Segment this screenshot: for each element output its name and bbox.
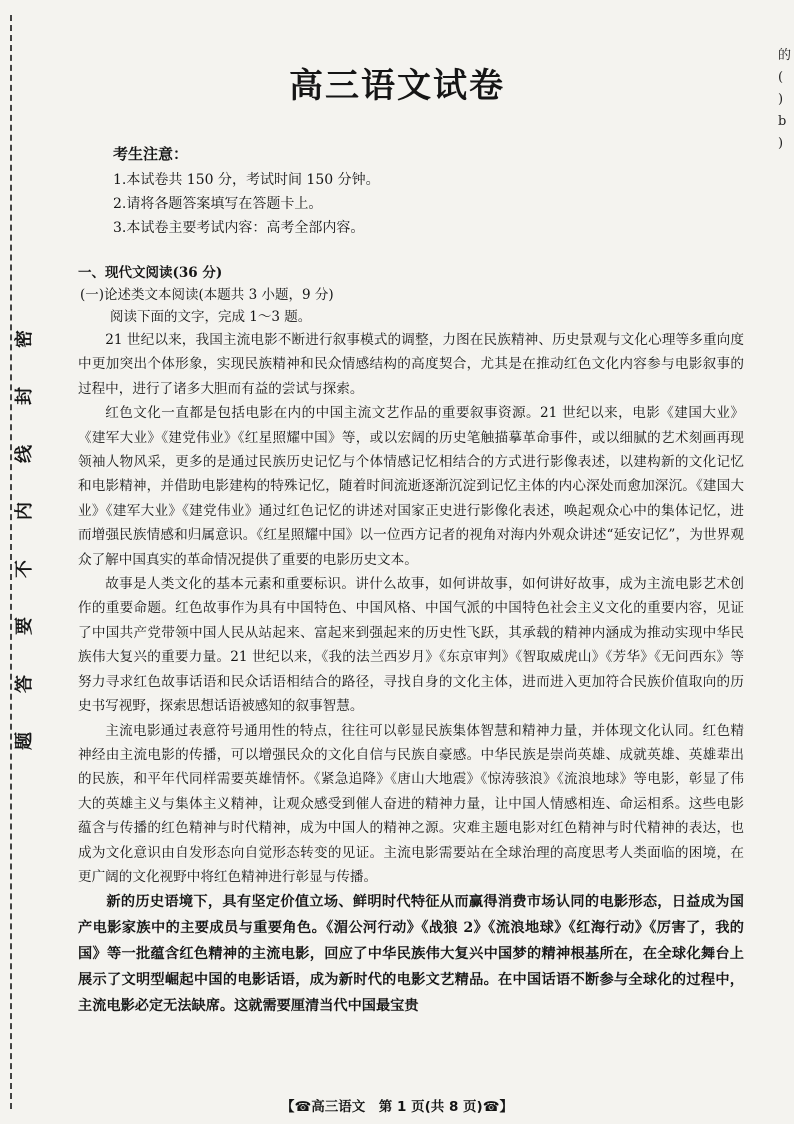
notice-title: 考生注意： [113,145,189,163]
passage-paragraph: 故事是人类文化的基本元素和重要标识。讲什么故事，如何讲故事，如何讲好故事，成为主流电影艺术创作的重要命题。红色故事作为具有中国特色、中国风格、中国气派的中国特色社会主义文化的重要内容，见证了中国共产党带领中国人民从站起来、富起来到强起来的历史性飞跃，其承载的精神内涵成为推动实现中华民族伟大复兴的重要力量。21 世纪以来，《我的法兰西岁月》《东京审判》《智取威虎山》《芳华》《无问西东》等努力寻求红色故事话语和民众话语相结合的路径，寻找自身的文化主体，进而进入更加符合民族价值取向的历史书写视野，探索思想话语被感知的叙事智慧。 [78,576,744,715]
exam-notice [113,142,380,240]
section-instruction: 阅读下面的文字，完成 1～3 题。 [110,309,312,325]
passage-paragraph: 新的历史语境下，具有坚定价值立场、鲜明时代特征从而赢得消费市场认同的电影形态，日益成为国产电影家族中的主要成员与重要角色。《湄公河行动》《战狼 2》《流浪地球》《红海行动》《厉害了，我的国》等一批蕴含红色精神的主流电影，回应了中华民族伟大复兴中国梦的精神根基所在，在全球化舞台上展示了文明型崛起中国的电影话语，成为新时代的电影文艺精品。在中国话语不断参与全球化的过程中，主流电影必定无法缺席。这就需要厘清当代中国最宝贵 [78,894,744,1015]
passage-paragraph: 21 世纪以来，我国主流电影不断进行叙事模式的调整，力图在民族精神、历史景观与文化心理等多重向度中更加突出个体形象，实现民族精神和民众情感结构的高度契合，尤其是在推动红色文化内容参与电影叙事的过程中，进行了诸多大胆而有益的尝试与探索。 [78,332,744,397]
page-footer: 【☎高三语文 第 1 页(共 8 页)☎】 [280,1099,514,1115]
binding-char: 内 [14,502,35,521]
binding-char: 密 [14,330,35,348]
section-heading: 一、现代文阅读(36 分) [78,265,223,281]
binding-char: 题 [14,731,35,750]
binding-dashed-line [10,15,12,1109]
binding-char: 要 [14,617,35,636]
reading-section [78,262,744,1019]
binding-char: 答 [14,674,35,693]
page-title: 高三语文试卷 [289,66,505,106]
right-edge-fragment: 的 ( ) b ) [778,48,792,151]
passage-paragraph: 红色文化一直都是包括电影在内的中国主流文艺作品的重要叙事资源。21 世纪以来，电影《建国大业》《建军大业》《建党伟业》《红星照耀中国》等，或以宏阔的历史笔触描摹革命事件，或以细腻的艺术刻画再现领袖人物风采，更多的是通过民族历史记忆与个体情感记忆相结合的方式进行影像表述，以建构新的文化记忆和电影精神，并借助电影建构的特殊记忆，随着时间流逝逐渐沉淀到记忆主体的内心深处而愈加深沉。《建国大业》《建军大业》《建党伟业》通过红色记忆的讲述对国家正史进行影像化表述，唤起观众心中的集体记忆，进而增强民族情感和归属意识。《红星照耀中国》以一位西方记者的视角对海内外观众讲述“延安记忆”，为世界观众了解中国真实的革命情况提供了重要的电影历史文本。 [78,405,744,568]
notice-item: 2.请将各题答案填写在答题卡上。 [113,196,323,212]
passage-paragraph: 主流电影通过表意符号通用性的特点，往往可以彰显民族集体智慧和精神力量，并体现文化认同。红色精神经由主流电影的传播，可以增强民众的文化自信与民族自豪感。中华民族是崇尚英雄、成就英雄、英雄辈出的民族，和平年代同样需要英雄情怀。《紧急追降》《唐山大地震》《惊涛骇浪》《流浪地球》等电影，彰显了伟大的英雄主义与集体主义精神，让观众感受到催人奋进的精神力量，让中国人情感相连、命运相系。这些电影蕴含与传播的红色精神与时代精神，成为中国人的精神之源。灾难主题电影对红色精神与时代精神的表达，也成为文化意识由自发形态向自觉形态转变的见证。主流电影需要站在全球治理的高度思考人类面临的困境，在更广阔的文化视野中将红色精神进行彰显与传播。 [78,722,744,885]
binding-char: 线 [14,444,35,463]
notice-item: 3.本试卷主要考试内容：高考全部内容。 [113,220,365,236]
binding-margin-text [16,330,34,750]
binding-char: 封 [14,387,35,406]
section-subheading: (一)论述类文本阅读(本题共 3 小题，9 分) [80,287,334,303]
binding-char: 不 [14,559,35,578]
notice-item: 1.本试卷共 150 分，考试时间 150 分钟。 [113,172,380,188]
